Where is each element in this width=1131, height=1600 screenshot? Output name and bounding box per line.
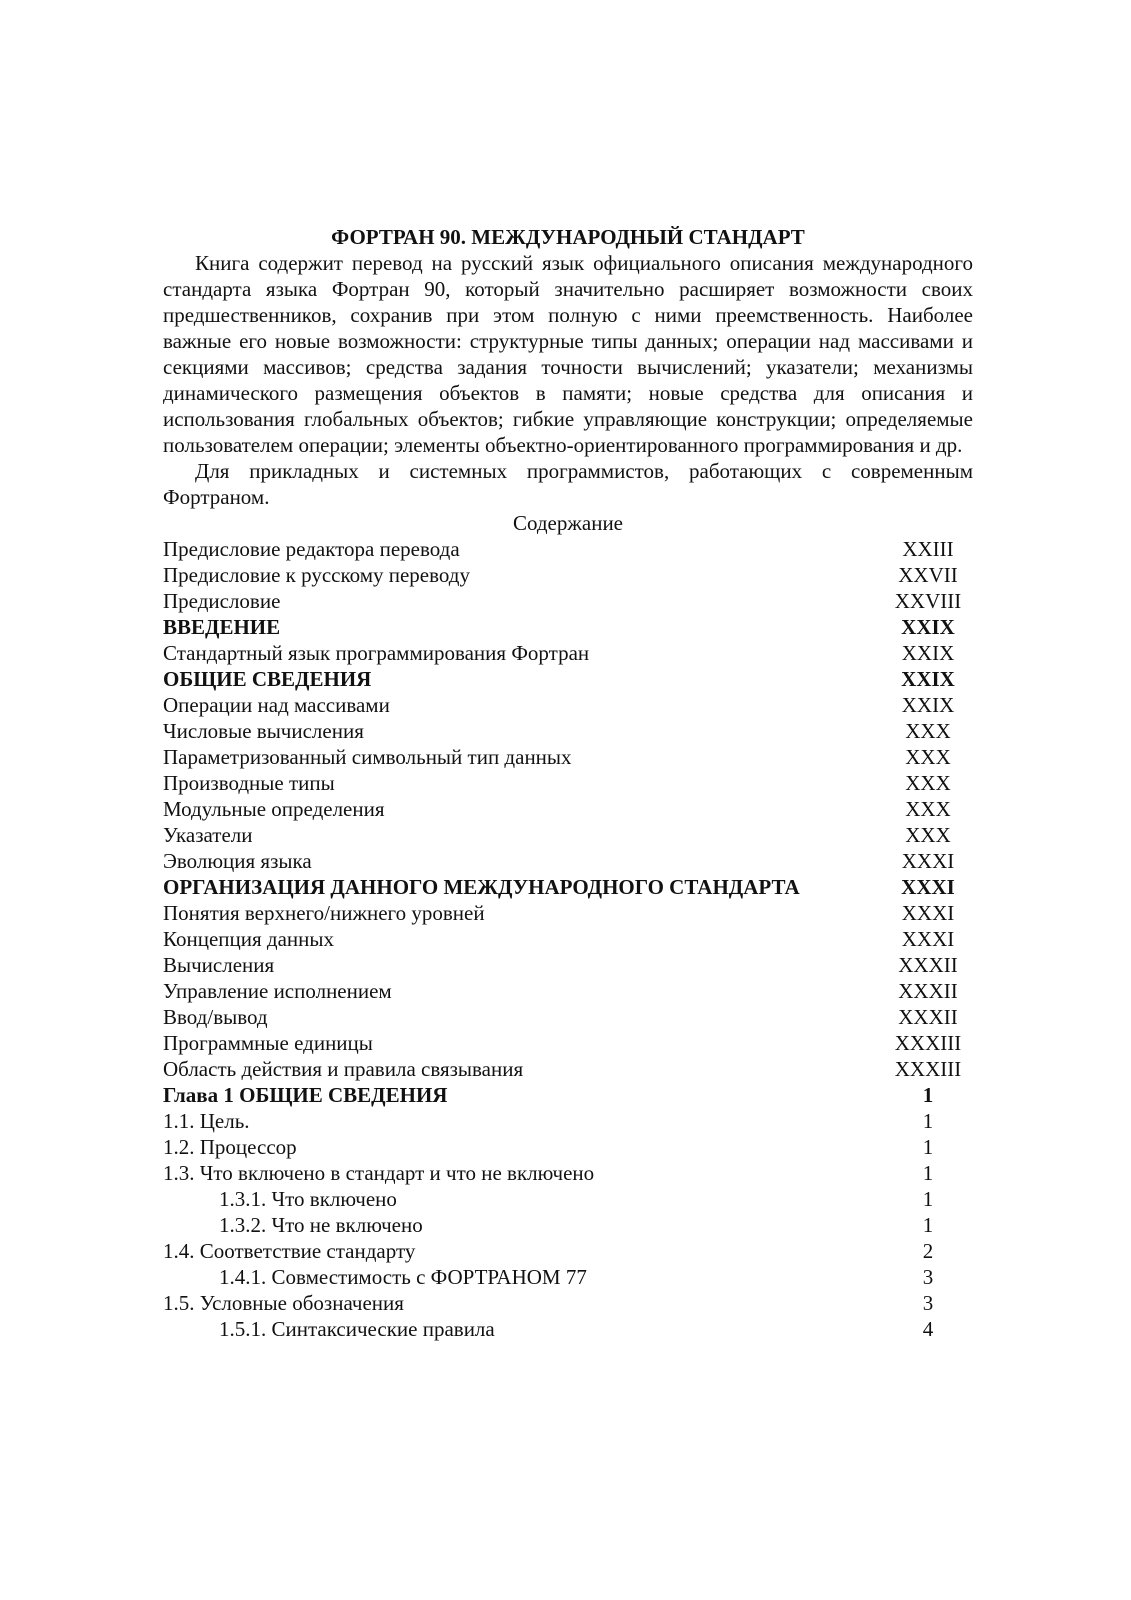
toc-entry <box>163 796 973 822</box>
toc-entry <box>163 614 973 640</box>
toc-entry <box>163 1082 973 1108</box>
toc-entry <box>163 848 973 874</box>
toc-entry-page-number: XXXII <box>898 953 958 977</box>
toc-entry <box>163 822 973 848</box>
toc-entry-label: Программные единицы <box>163 1031 373 1055</box>
toc-entry <box>163 718 973 744</box>
toc-entry-page-number: 1 <box>922 1161 934 1185</box>
toc-entry-page-number: XXX <box>905 823 951 847</box>
toc-entry <box>163 1212 973 1238</box>
toc-entry <box>163 1290 973 1316</box>
description-paragraph: Книга содержит перевод на русский язык официального описания международного стандарта языка Фортран 90, который значительно расширяет возможности своих предшественников, сохранив при этом полную с ними преемственность. Наиболее важные его новые возможности: структурные типы данных; операции над массивами и секциями массивов; средства задания точности вычислений; указатели; механизмы динамического размещения объектов в памяти; новые средства для описания и использования глобальных объектов; гибкие управляющие конструкции; определяемые пользователем операции; элементы объектно-ориентированного программирования и др. <box>163 251 973 457</box>
toc-entry <box>163 1186 973 1212</box>
toc-entry-page-number: 1 <box>922 1213 934 1237</box>
toc-entry-page-number: XXXIII <box>894 1031 962 1055</box>
toc-entry-page-number: XXXIII <box>894 1057 962 1081</box>
toc-entry-page-number: XXVII <box>898 563 958 587</box>
audience-paragraph: Для прикладных и системных программистов, работающих с современным Фортраном. <box>163 459 973 509</box>
toc-entry-label: 1.5.1. Синтаксические правила <box>219 1317 495 1341</box>
toc-entry-page-number: XXXI <box>901 927 955 951</box>
toc-entry <box>163 588 973 614</box>
toc-entry-label: 1.3. Что включено в стандарт и что не включено <box>163 1161 595 1185</box>
toc-entry-label: Понятия верхнего/нижнего уровней <box>163 901 485 925</box>
toc-entry <box>163 952 973 978</box>
toc-entry <box>163 1108 973 1134</box>
toc-entry-label: Область действия и правила связывания <box>163 1057 524 1081</box>
document-page <box>163 224 973 1342</box>
toc-entry-page-number: 1 <box>922 1083 934 1107</box>
toc-entry <box>163 1316 973 1342</box>
toc-entry-label: Предисловие к русскому переводу <box>163 563 470 587</box>
toc-entry-page-number: XXIX <box>901 641 955 665</box>
toc-entry-label: Предисловие <box>163 589 281 613</box>
toc-entry-label: 1.4.1. Совместимость с ФОРТРАНОМ 77 <box>219 1265 587 1289</box>
toc-entry <box>163 926 973 952</box>
toc-entry-label: Управление исполнением <box>163 979 392 1003</box>
toc-entry-page-number: XXIX <box>901 615 955 639</box>
toc-entry <box>163 666 973 692</box>
toc-entry-label: Операции над массивами <box>163 693 390 717</box>
toc-entry-label: Концепция данных <box>163 927 334 951</box>
toc-entry-label: ВВЕДЕНИЕ <box>163 615 281 639</box>
toc-entry <box>163 562 973 588</box>
toc-entry-label: ОБЩИЕ СВЕДЕНИЯ <box>163 667 372 691</box>
toc-entry <box>163 1030 973 1056</box>
toc-entry <box>163 770 973 796</box>
toc-entry-label: ОРГАНИЗАЦИЯ ДАННОГО МЕЖДУНАРОДНОГО СТАНДАРТА <box>163 875 800 899</box>
toc-entry-page-number: XXXI <box>901 875 955 899</box>
toc-entry-label: Эволюция языка <box>163 849 312 873</box>
toc-entry-label: Производные типы <box>163 771 335 795</box>
toc-entry-label: 1.3.1. Что включено <box>219 1187 397 1211</box>
toc-entry <box>163 536 973 562</box>
toc-entry-page-number: 3 <box>922 1265 934 1289</box>
toc-entry-label: Вычисления <box>163 953 275 977</box>
toc-entry <box>163 744 973 770</box>
toc-entry-label: 1.3.2. Что не включено <box>219 1213 423 1237</box>
toc-entry-label: 1.4. Соответствие стандарту <box>163 1239 416 1263</box>
toc-entry-label: Предисловие редактора перевода <box>163 537 460 561</box>
toc-entry-page-number: XXX <box>905 771 951 795</box>
toc-entry-page-number: XXVIII <box>894 589 962 613</box>
toc-entry <box>163 1056 973 1082</box>
toc-entry <box>163 978 973 1004</box>
toc-entry-label: Модульные определения <box>163 797 385 821</box>
toc-entry-page-number: XXIII <box>902 537 954 561</box>
toc-entry-page-number: 4 <box>922 1317 934 1341</box>
toc-entry <box>163 1238 973 1264</box>
toc-entry-page-number: 3 <box>922 1291 934 1315</box>
toc-entry-page-number: XXIX <box>901 693 955 717</box>
toc-entry <box>163 1160 973 1186</box>
toc-entry <box>163 1004 973 1030</box>
toc-entry-label: Стандартный язык программирования Фортран <box>163 641 590 665</box>
document-title: ФОРТРАН 90. МЕЖДУНАРОДНЫЙ СТАНДАРТ <box>331 225 805 249</box>
toc-entry-label: 1.1. Цель. <box>163 1109 250 1133</box>
table-of-contents <box>163 536 973 1342</box>
toc-entry-label: Числовые вычисления <box>163 719 364 743</box>
toc-entry-page-number: 2 <box>922 1239 934 1263</box>
toc-entry-label: 1.5. Условные обозначения <box>163 1291 404 1315</box>
toc-entry-label: Параметризованный символьный тип данных <box>163 745 572 769</box>
toc-entry-page-number: 1 <box>922 1187 934 1211</box>
toc-entry-page-number: 1 <box>922 1135 934 1159</box>
toc-entry <box>163 1264 973 1290</box>
toc-entry <box>163 900 973 926</box>
toc-entry-label: Глава 1 ОБЩИЕ СВЕДЕНИЯ <box>163 1083 448 1107</box>
toc-entry-label: 1.2. Процессор <box>163 1135 297 1159</box>
toc-entry-page-number: 1 <box>922 1109 934 1133</box>
toc-entry-page-number: XXXII <box>898 1005 958 1029</box>
toc-entry-page-number: XXX <box>905 797 951 821</box>
toc-heading: Содержание <box>512 511 624 535</box>
toc-entry-page-number: XXX <box>905 745 951 769</box>
toc-entry-page-number: XXXII <box>898 979 958 1003</box>
toc-entry-label: Ввод/вывод <box>163 1005 268 1029</box>
toc-entry-page-number: XXX <box>905 719 951 743</box>
toc-entry-page-number: XXIX <box>901 667 955 691</box>
toc-entry <box>163 874 973 900</box>
toc-entry-page-number: XXXI <box>901 901 955 925</box>
toc-entry <box>163 640 973 666</box>
toc-entry-label: Указатели <box>163 823 253 847</box>
toc-entry-page-number: XXXI <box>901 849 955 873</box>
toc-entry <box>163 692 973 718</box>
toc-entry <box>163 1134 973 1160</box>
